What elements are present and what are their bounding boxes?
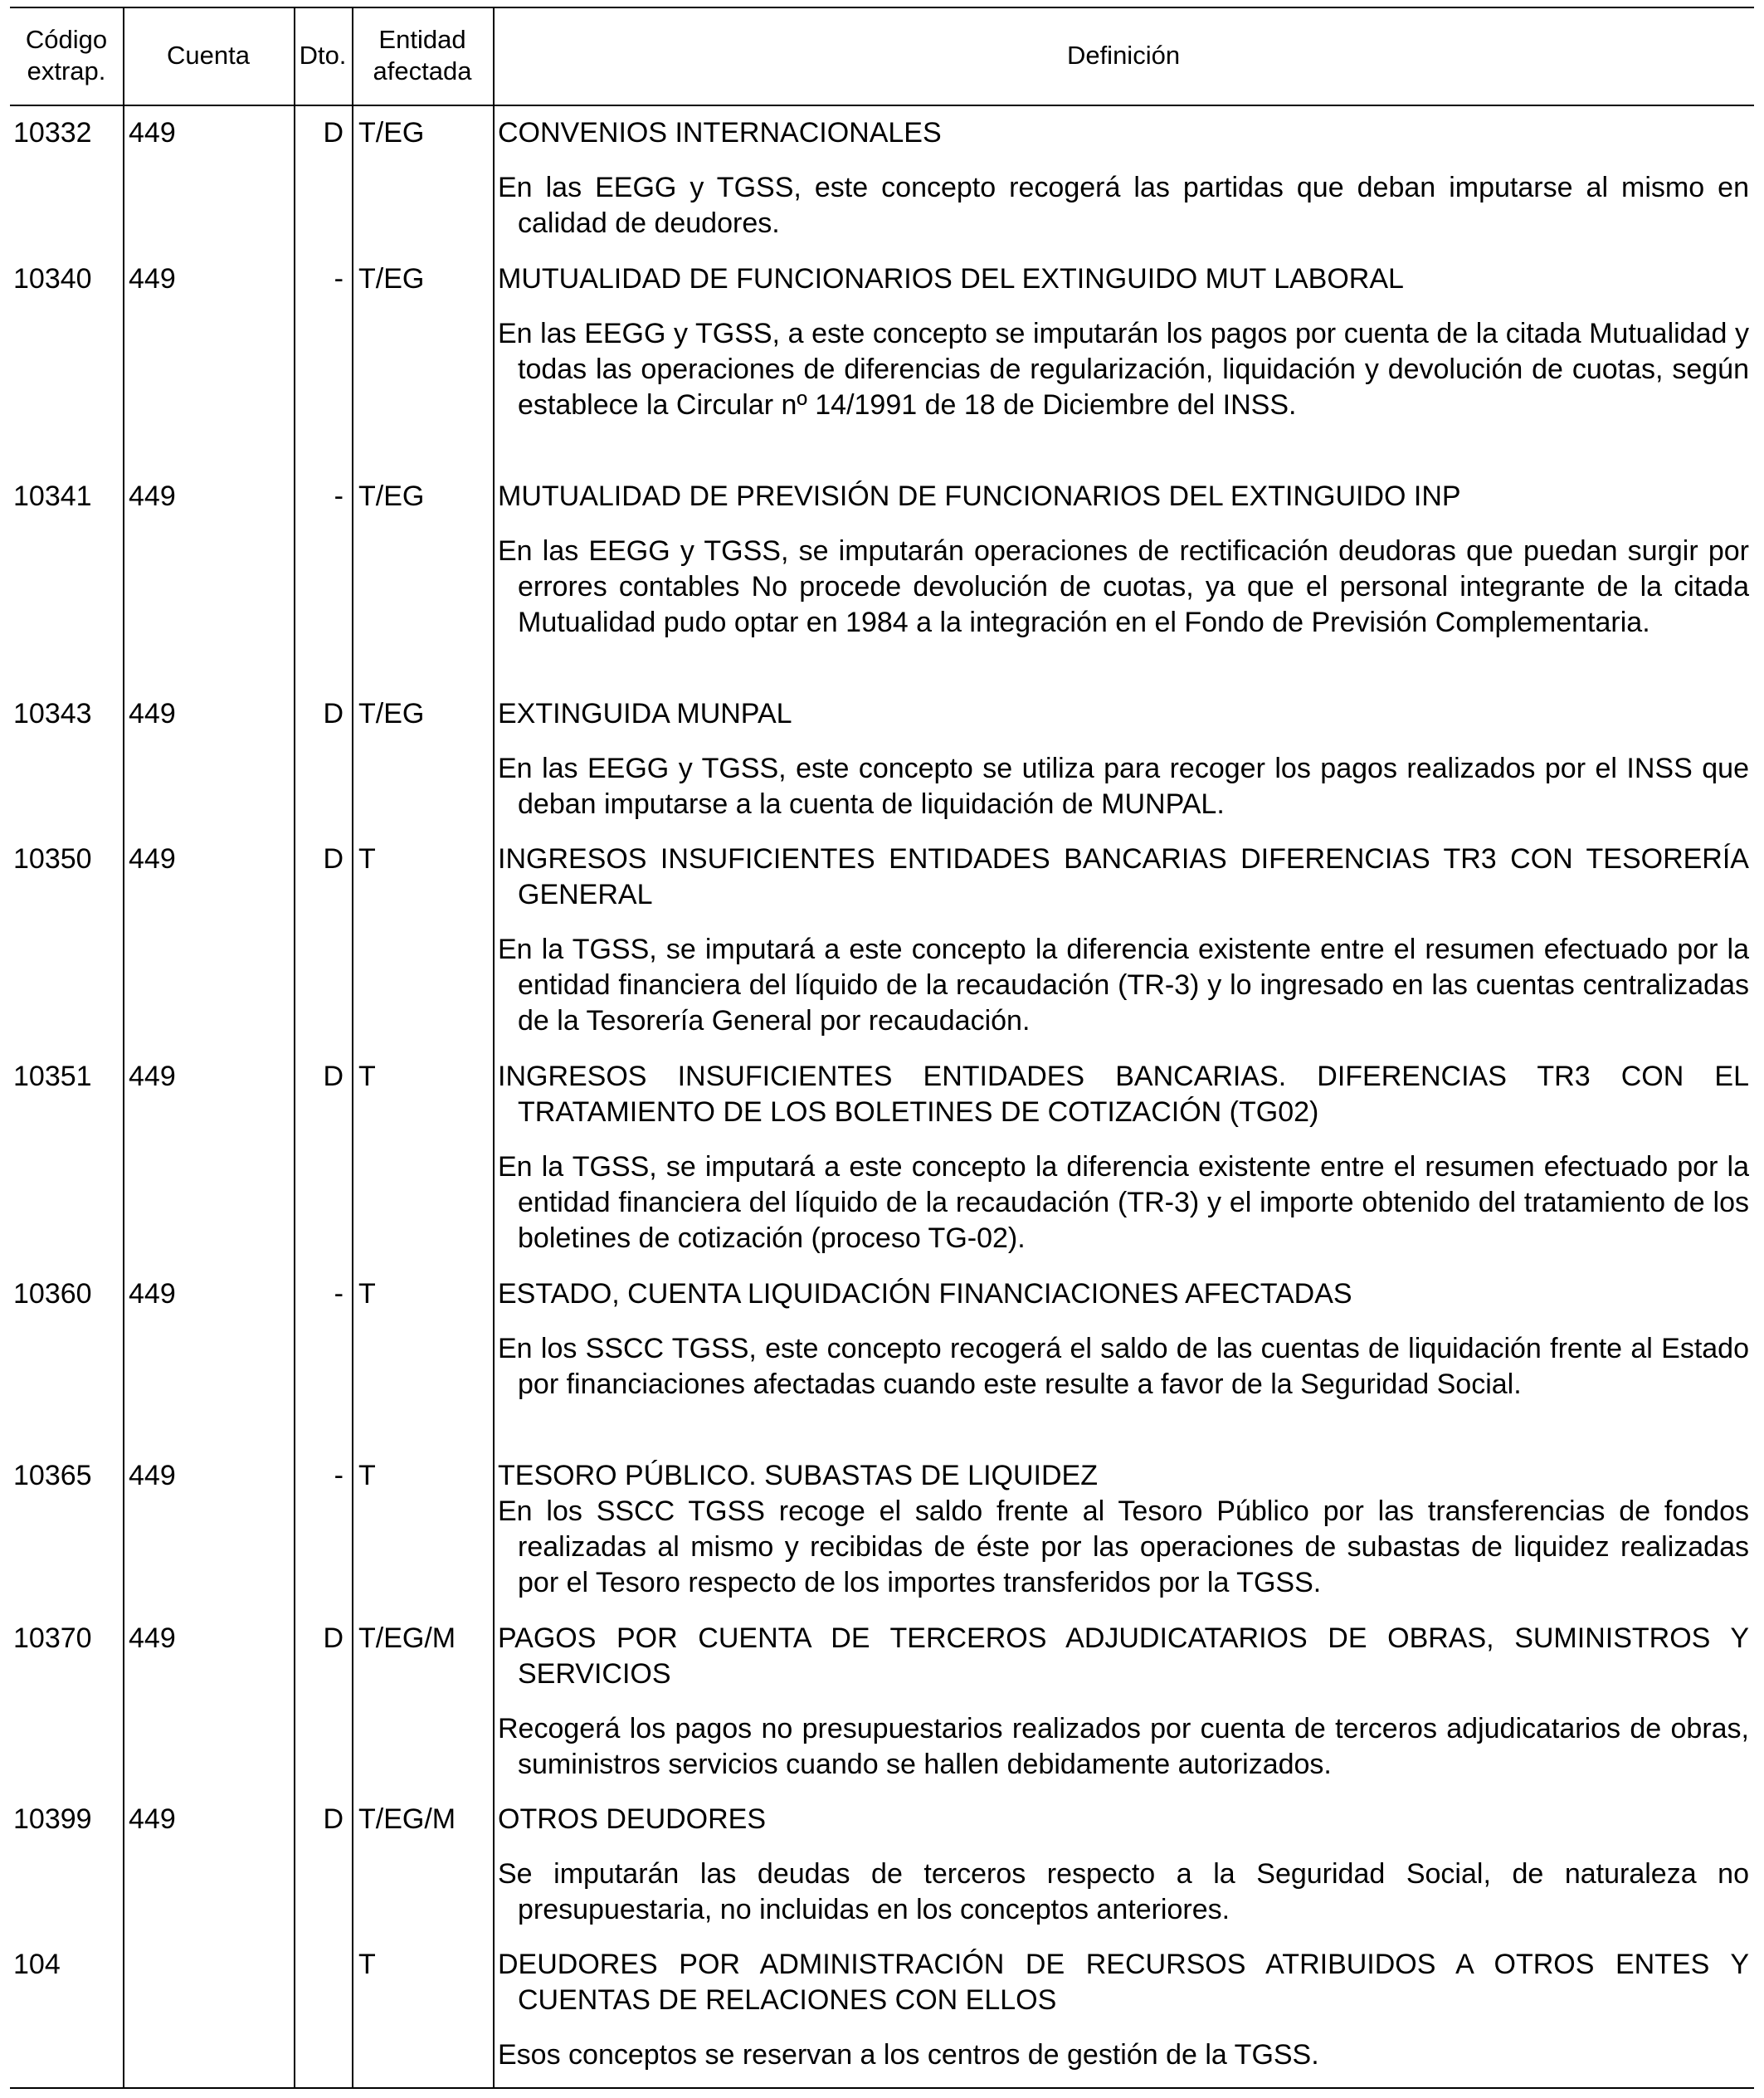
header-codigo: Código extrap. [25,25,108,85]
concepto-title: PAGOS POR CUENTA DE TERCEROS ADJUDICATARIOS DE OBRAS, SUMINISTROS Y SERVICIOS [498,1622,1749,1690]
cuenta-cell: 449 [129,843,176,875]
dto-cell: - [334,481,344,512]
entidad-cell: T/EG/M [358,1803,456,1835]
definicion-cell [498,1802,1749,1928]
concepto-description: Recogerá los pagos no presupuestarios realizados por cuenta de terceros adjudicatarios de obras, suministros servicios cuando se hallen debidamente autorizados. [498,1713,1749,1780]
codigo-cell: 10365 [13,1460,92,1491]
codigo-cell: 10340 [13,263,92,295]
column-divider [123,7,124,2087]
column-divider [352,7,353,2087]
codigo-cell: 10341 [13,481,92,512]
concepto-title: INGRESOS INSUFICIENTES ENTIDADES BANCARIAS. DIFERENCIAS TR3 CON EL TRATAMIENTO DE LOS BOLETINES DE COTIZACIÓN (TG02) [498,1061,1749,1128]
codigo-cell: 10360 [13,1278,92,1310]
cuenta-cell: 449 [129,481,176,512]
dto-cell: D [323,1061,344,1092]
entidad-cell: T/EG [358,481,425,512]
codigo-cell: 10343 [13,698,92,729]
header-definicion: Definición [1066,41,1181,70]
cuenta-cell: 449 [129,1622,176,1654]
concepto-description: En las EEGG y TGSS, se imputarán operaciones de rectificación deudoras que puedan surgir por errores contables No procede devolución de cuotas, ya que el personal integrante de la citada Mutualidad pudo optar en 1984 a la integración en el Fondo de Previsión Complementaria. [498,535,1749,638]
header-bottom-rule [10,105,1754,106]
concepto-description: En las EEGG y TGSS, este concepto se utiliza para recoger los pagos realizados por el INSS que deban imputarse a la cuenta de liquidación de MUNPAL. [498,753,1749,820]
cuenta-cell: 449 [129,698,176,729]
concepto-title: EXTINGUIDA MUNPAL [498,698,792,729]
codigo-cell: 104 [13,1949,61,1980]
cuenta-cell: 449 [129,1061,176,1092]
concepto-title: CONVENIOS INTERNACIONALES [498,117,942,149]
definicion-cell [498,696,1749,822]
concepto-title: DEUDORES POR ADMINISTRACIÓN DE RECURSOS ATRIBUIDOS A OTROS ENTES Y CUENTAS DE RELACIONES CON ELLOS [498,1949,1749,2016]
cuenta-cell: 449 [129,1803,176,1835]
dto-cell: D [323,843,344,875]
dto-cell: D [323,117,344,149]
codigo-cell: 10370 [13,1622,92,1654]
concepto-description: En los SSCC TGSS, este concepto recogerá el saldo de las cuentas de liquidación frente al Estado por financiaciones afectadas cuando este resulte a favor de la Seguridad Social. [498,1333,1749,1400]
concepto-description: En las EEGG y TGSS, a este concepto se imputarán los pagos por cuenta de la citada Mutualidad y todas las operaciones de diferencias de regularización, liquidación y devolución de cuotas, según establece la Circular nº 14/1991 de 18 de Diciembre del INSS. [498,318,1749,421]
cuenta-cell: 449 [129,1278,176,1310]
definicion-cell [498,261,1749,423]
dto-cell: - [334,263,344,295]
entidad-cell: T [358,1278,376,1310]
concepto-title: ESTADO, CUENTA LIQUIDACIÓN FINANCIACIONES AFECTADAS [498,1278,1352,1310]
column-divider [493,7,495,2087]
definicion-cell [498,1276,1749,1403]
dto-cell: - [334,1278,344,1310]
definicion-cell [498,1621,1749,1783]
cuenta-cell: 449 [129,263,176,295]
definicion-cell [498,1059,1749,1256]
concepto-description: Esos conceptos se reservan a los centros de gestión de la TGSS. [498,2039,1319,2071]
dto-cell: - [334,1460,344,1491]
definicion-cell [498,1947,1749,2073]
entidad-cell: T [358,843,376,875]
concepto-description: Se imputarán las deudas de terceros respecto a la Seguridad Social, de naturaleza no presupuestaria, no incluidas en los conceptos anteriores. [498,1858,1749,1925]
dto-cell: D [323,1622,344,1654]
definicion-cell [498,479,1749,641]
concepto-title: MUTUALIDAD DE PREVISIÓN DE FUNCIONARIOS DEL EXTINGUIDO INP [498,481,1461,512]
header-cuenta: Cuenta [167,41,250,70]
header-entidad: Entidad afectada [373,25,472,85]
header-dto: Dto. [299,41,347,70]
codigo-cell: 10332 [13,117,92,149]
entidad-cell: T [358,1460,376,1491]
entidad-cell: T/EG [358,263,425,295]
codigo-cell: 10351 [13,1061,92,1092]
dto-cell: D [323,698,344,729]
concepto-title: TESORO PÚBLICO. SUBASTAS DE LIQUIDEZ [498,1460,1098,1491]
definicion-cell [498,1458,1749,1601]
table-bottom-rule [10,2087,1754,2089]
entidad-cell: T [358,1949,376,1980]
column-divider [294,7,295,2087]
concepto-title: INGRESOS INSUFICIENTES ENTIDADES BANCARIAS DIFERENCIAS TR3 CON TESORERÍA GENERAL [498,843,1749,910]
definicion-cell [498,115,1749,242]
cuenta-cell: 449 [129,117,176,149]
concepto-title: MUTUALIDAD DE FUNCIONARIOS DEL EXTINGUIDO MUT LABORAL [498,263,1404,295]
concepto-description: En la TGSS, se imputará a este concepto la diferencia existente entre el resumen efectuado por la entidad financiera del líquido de la recaudación (TR-3) y el importe obtenido del tratamiento de los boletines de cotización (proceso TG-02). [498,1151,1749,1254]
entidad-cell: T [358,1061,376,1092]
concepto-description: En los SSCC TGSS recoge el saldo frente al Tesoro Público por las transferencias de fondos realizadas al mismo y recibidas de éste por las operaciones de subastas de liquidez realizadas por el Tesoro respecto de los importes transferidos por la TGSS. [498,1495,1749,1598]
dto-cell: D [323,1803,344,1835]
entidad-cell: T/EG/M [358,1622,456,1654]
definicion-cell [498,842,1749,1039]
cuenta-cell: 449 [129,1460,176,1491]
codigo-cell: 10399 [13,1803,92,1835]
entidad-cell: T/EG [358,117,425,149]
entidad-cell: T/EG [358,698,425,729]
codigo-cell: 10350 [13,843,92,875]
concepto-description: En la TGSS, se imputará a este concepto la diferencia existente entre el resumen efectuado por la entidad financiera del líquido de la recaudación (TR-3) y lo ingresado en las cuentas centralizadas de la Tesorería General por recaudación. [498,934,1749,1037]
concepto-description: En las EEGG y TGSS, este concepto recogerá las partidas que deban imputarse al mismo en calidad de deudores. [498,172,1749,239]
concepto-title: OTROS DEUDORES [498,1803,767,1835]
